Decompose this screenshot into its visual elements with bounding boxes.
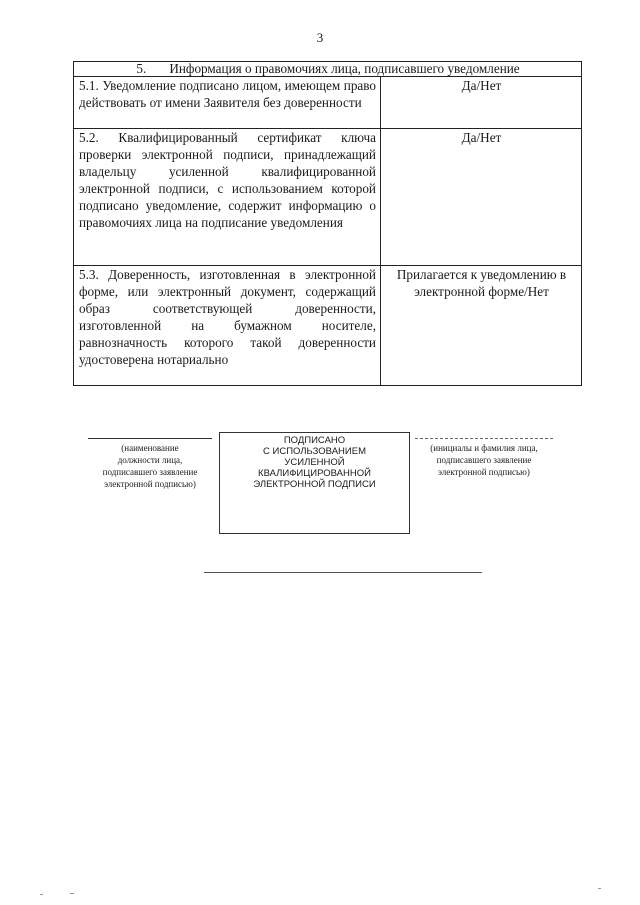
- row-5-2-description: 5.2. Квалифицированный сертификат ключа проверки электронной подписи, принадлежащий владельцу усиленной квалифицированной электронной подписи, с использованием которой подписано уведомление, содержит информацию о правомочиях лица на подписание уведомления: [74, 129, 381, 266]
- caption-line: подписавшего заявление: [436, 455, 532, 465]
- signature-line: [415, 438, 553, 440]
- page-number: 3: [316, 30, 324, 45]
- stamp-line: ПОДПИСАНО: [283, 435, 346, 446]
- table-header-row: [74, 62, 582, 77]
- caption-line: (инициалы и фамилия лица,: [430, 443, 538, 453]
- caption-line: должности лица,: [117, 455, 183, 465]
- scan-speck: [40, 894, 43, 895]
- caption-line: электронной подписью): [104, 479, 196, 489]
- caption-line: подписавшего заявление: [102, 467, 198, 477]
- signature-line: [88, 438, 212, 440]
- caption-line: электронной подписью): [438, 467, 530, 477]
- table-row: [74, 129, 582, 266]
- row-5-2-value: Да/Нет: [381, 129, 582, 266]
- stamp-line: УСИЛЕННОЙ: [284, 457, 345, 468]
- row-5-1-value: Да/Нет: [381, 77, 582, 129]
- table-row: [74, 266, 582, 386]
- authority-info-table: [73, 61, 582, 386]
- scan-speck: [598, 888, 601, 889]
- signer-name-block: [415, 438, 553, 478]
- scan-speck: [70, 893, 74, 894]
- row-5-3-value: Прилагается к уведомлению в электронной форме/Нет: [381, 266, 582, 386]
- closing-divider: [204, 572, 482, 573]
- stamp-line: ЭЛЕКТРОННОЙ ПОДПИСИ: [253, 479, 376, 490]
- electronic-signature-stamp: [219, 432, 410, 534]
- stamp-line: КВАЛИФИЦИРОВАННОЙ: [258, 468, 371, 479]
- row-5-3-description: 5.3. Доверенность, изготовленная в электронной форме, или электронный документ, содержащий образ соответствующей доверенности, изготовленной на бумажном носителе, равнозначность которого такой доверенности удостоверена нотариально: [74, 266, 381, 386]
- table-row: [74, 77, 582, 129]
- caption-line: (наименование: [121, 443, 179, 453]
- section-heading: 5. Информация о правомочиях лица, подписавшего уведомление: [74, 62, 582, 77]
- stamp-line: С ИСПОЛЬЗОВАНИЕМ: [263, 446, 366, 457]
- signer-position-block: [88, 438, 212, 490]
- row-5-1-description: 5.1. Уведомление подписано лицом, имеющем право действовать от имени Заявителя без доверенности: [74, 77, 381, 129]
